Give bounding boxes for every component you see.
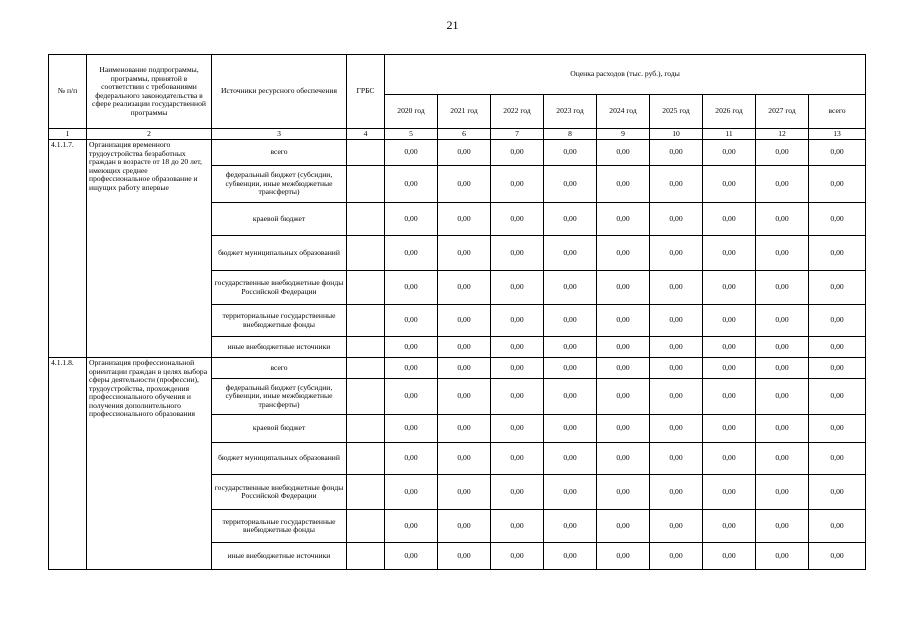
value-cell: 0,00 (438, 443, 491, 475)
table-body (49, 140, 866, 570)
column-number: 13 (809, 129, 866, 140)
value-cell: 0,00 (703, 203, 756, 236)
value-cell: 0,00 (650, 358, 703, 379)
value-cell: 0,00 (385, 305, 438, 337)
funding-source: бюджет муниципальных образований (212, 443, 347, 475)
value-cell: 0,00 (703, 510, 756, 543)
value-cell: 0,00 (703, 337, 756, 358)
column-number: 3 (212, 129, 347, 140)
value-cell: 0,00 (756, 443, 809, 475)
value-cell: 0,00 (385, 271, 438, 305)
column-number: 2 (87, 129, 212, 140)
value-cell: 0,00 (650, 543, 703, 570)
grbs-cell (347, 379, 385, 415)
column-number: 4 (347, 129, 385, 140)
value-cell: 0,00 (650, 337, 703, 358)
value-cell: 0,00 (756, 510, 809, 543)
value-cell: 0,00 (703, 443, 756, 475)
value-cell: 0,00 (756, 203, 809, 236)
grbs-cell (347, 140, 385, 166)
value-cell: 0,00 (385, 140, 438, 166)
value-cell: 0,00 (544, 543, 597, 570)
value-cell: 0,00 (438, 140, 491, 166)
value-cell: 0,00 (809, 379, 866, 415)
header-year: 2024 год (597, 95, 650, 129)
column-number: 7 (491, 129, 544, 140)
value-cell: 0,00 (385, 510, 438, 543)
value-cell: 0,00 (491, 337, 544, 358)
value-cell: 0,00 (438, 271, 491, 305)
value-cell: 0,00 (650, 271, 703, 305)
value-cell: 0,00 (385, 475, 438, 510)
value-cell: 0,00 (491, 305, 544, 337)
value-cell: 0,00 (491, 443, 544, 475)
value-cell: 0,00 (491, 203, 544, 236)
value-cell: 0,00 (544, 140, 597, 166)
value-cell: 0,00 (597, 510, 650, 543)
value-cell: 0,00 (544, 271, 597, 305)
table-row (49, 358, 866, 379)
value-cell: 0,00 (597, 475, 650, 510)
column-number: 10 (650, 129, 703, 140)
value-cell: 0,00 (597, 358, 650, 379)
value-cell: 0,00 (703, 415, 756, 443)
value-cell: 0,00 (703, 358, 756, 379)
value-cell: 0,00 (385, 443, 438, 475)
grbs-cell (347, 358, 385, 379)
value-cell: 0,00 (491, 358, 544, 379)
funding-source: всего (212, 358, 347, 379)
value-cell: 0,00 (491, 236, 544, 271)
header-grbs: ГРБС (347, 55, 385, 129)
funding-source: иные внебюджетные источники (212, 543, 347, 570)
column-number: 8 (544, 129, 597, 140)
value-cell: 0,00 (597, 443, 650, 475)
value-cell: 0,00 (597, 379, 650, 415)
value-cell: 0,00 (703, 140, 756, 166)
header-name: Наименование подпрограммы, программы, принятой в соответствии с требованиями федерального законодательства в сфере реализации государственной программы (87, 55, 212, 129)
column-number: 5 (385, 129, 438, 140)
funding-source: федеральный бюджет (субсидии, субвенции, иные межбюджетные трансферты) (212, 379, 347, 415)
value-cell: 0,00 (809, 543, 866, 570)
value-cell: 0,00 (385, 166, 438, 203)
value-cell: 0,00 (544, 166, 597, 203)
value-cell: 0,00 (703, 475, 756, 510)
value-cell: 0,00 (491, 271, 544, 305)
value-cell: 0,00 (597, 271, 650, 305)
grbs-cell (347, 203, 385, 236)
grbs-cell (347, 305, 385, 337)
value-cell: 0,00 (809, 236, 866, 271)
funding-source: государственные внебюджетные фонды Российской Федерации (212, 271, 347, 305)
value-cell: 0,00 (650, 236, 703, 271)
value-cell: 0,00 (650, 140, 703, 166)
value-cell: 0,00 (756, 379, 809, 415)
value-cell: 0,00 (544, 443, 597, 475)
value-cell: 0,00 (491, 166, 544, 203)
value-cell: 0,00 (544, 510, 597, 543)
value-cell: 0,00 (809, 166, 866, 203)
value-cell: 0,00 (544, 379, 597, 415)
header-year: 2021 год (438, 95, 491, 129)
value-cell: 0,00 (438, 236, 491, 271)
grbs-cell (347, 443, 385, 475)
value-cell: 0,00 (544, 337, 597, 358)
value-cell: 0,00 (491, 475, 544, 510)
value-cell: 0,00 (544, 203, 597, 236)
grbs-cell (347, 337, 385, 358)
value-cell: 0,00 (385, 543, 438, 570)
value-cell: 0,00 (491, 510, 544, 543)
value-cell: 0,00 (597, 543, 650, 570)
value-cell: 0,00 (650, 305, 703, 337)
column-number: 1 (49, 129, 87, 140)
value-cell: 0,00 (650, 166, 703, 203)
value-cell: 0,00 (438, 475, 491, 510)
value-cell: 0,00 (809, 443, 866, 475)
value-cell: 0,00 (597, 166, 650, 203)
section-code: 4.1.1.7. (49, 140, 87, 358)
funding-source: территориальные государственные внебюджетные фонды (212, 305, 347, 337)
value-cell: 0,00 (491, 379, 544, 415)
section-name: Организация временного трудоустройства безработных граждан в возрасте от 18 до 20 лет, имеющих среднее профессиональное образование и ищущих работу впервые (87, 140, 212, 358)
value-cell: 0,00 (650, 379, 703, 415)
value-cell: 0,00 (809, 475, 866, 510)
value-cell: 0,00 (703, 379, 756, 415)
value-cell: 0,00 (809, 337, 866, 358)
value-cell: 0,00 (650, 415, 703, 443)
value-cell: 0,00 (756, 140, 809, 166)
value-cell: 0,00 (809, 140, 866, 166)
value-cell: 0,00 (438, 379, 491, 415)
funding-source: государственные внебюджетные фонды Российской Федерации (212, 475, 347, 510)
value-cell: 0,00 (438, 337, 491, 358)
value-cell: 0,00 (756, 543, 809, 570)
value-cell: 0,00 (650, 475, 703, 510)
table-header (49, 55, 866, 140)
funding-source: иные внебюджетные источники (212, 337, 347, 358)
column-number: 6 (438, 129, 491, 140)
column-number: 11 (703, 129, 756, 140)
header-year: 2022 год (491, 95, 544, 129)
value-cell: 0,00 (385, 415, 438, 443)
value-cell: 0,00 (385, 358, 438, 379)
grbs-cell (347, 271, 385, 305)
grbs-cell (347, 236, 385, 271)
value-cell: 0,00 (385, 236, 438, 271)
value-cell: 0,00 (650, 510, 703, 543)
value-cell: 0,00 (703, 543, 756, 570)
value-cell: 0,00 (385, 379, 438, 415)
grbs-cell (347, 475, 385, 510)
value-cell: 0,00 (650, 203, 703, 236)
value-cell: 0,00 (544, 415, 597, 443)
grbs-cell (347, 510, 385, 543)
value-cell: 0,00 (385, 337, 438, 358)
value-cell: 0,00 (809, 415, 866, 443)
header-year: всего (809, 95, 866, 129)
value-cell: 0,00 (385, 203, 438, 236)
value-cell: 0,00 (597, 140, 650, 166)
value-cell: 0,00 (756, 475, 809, 510)
value-cell: 0,00 (491, 543, 544, 570)
value-cell: 0,00 (544, 475, 597, 510)
value-cell: 0,00 (809, 271, 866, 305)
funding-source: территориальные государственные внебюджетные фонды (212, 510, 347, 543)
value-cell: 0,00 (650, 443, 703, 475)
grbs-cell (347, 415, 385, 443)
value-cell: 0,00 (438, 305, 491, 337)
header-year: 2023 год (544, 95, 597, 129)
value-cell: 0,00 (438, 166, 491, 203)
value-cell: 0,00 (544, 358, 597, 379)
value-cell: 0,00 (756, 166, 809, 203)
grbs-cell (347, 543, 385, 570)
value-cell: 0,00 (438, 510, 491, 543)
column-number: 12 (756, 129, 809, 140)
header-year: 2027 год (756, 95, 809, 129)
value-cell: 0,00 (809, 305, 866, 337)
funding-source: краевой бюджет (212, 415, 347, 443)
value-cell: 0,00 (809, 358, 866, 379)
value-cell: 0,00 (756, 271, 809, 305)
column-numbers-row (49, 129, 866, 140)
value-cell: 0,00 (703, 305, 756, 337)
section-code: 4.1.1.8. (49, 358, 87, 570)
funding-source: краевой бюджет (212, 203, 347, 236)
value-cell: 0,00 (544, 305, 597, 337)
value-cell: 0,00 (756, 305, 809, 337)
column-number: 9 (597, 129, 650, 140)
value-cell: 0,00 (597, 337, 650, 358)
value-cell: 0,00 (809, 510, 866, 543)
header-year: 2020 год (385, 95, 438, 129)
value-cell: 0,00 (756, 337, 809, 358)
value-cell: 0,00 (597, 415, 650, 443)
value-cell: 0,00 (438, 415, 491, 443)
value-cell: 0,00 (597, 203, 650, 236)
table-row (49, 140, 866, 166)
value-cell: 0,00 (544, 236, 597, 271)
value-cell: 0,00 (703, 236, 756, 271)
value-cell: 0,00 (438, 543, 491, 570)
value-cell: 0,00 (756, 358, 809, 379)
budget-table (48, 54, 866, 570)
header-estimate: Оценка расходов (тыс. руб.), годы (385, 55, 866, 95)
value-cell: 0,00 (491, 140, 544, 166)
value-cell: 0,00 (809, 203, 866, 236)
value-cell: 0,00 (597, 305, 650, 337)
section-name: Организация профессиональной ориентации граждан в целях выбора сферы деятельности (профессии), трудоустройства, прохождения профессионального обучения и получения дополнительного профессионального образования (87, 358, 212, 570)
value-cell: 0,00 (703, 166, 756, 203)
value-cell: 0,00 (756, 415, 809, 443)
page-number: 21 (446, 18, 459, 32)
value-cell: 0,00 (756, 236, 809, 271)
grbs-cell (347, 166, 385, 203)
value-cell: 0,00 (438, 358, 491, 379)
funding-source: всего (212, 140, 347, 166)
value-cell: 0,00 (491, 415, 544, 443)
value-cell: 0,00 (597, 236, 650, 271)
funding-source: бюджет муниципальных образований (212, 236, 347, 271)
header-year: 2025 год (650, 95, 703, 129)
value-cell: 0,00 (438, 203, 491, 236)
value-cell: 0,00 (703, 271, 756, 305)
funding-source: федеральный бюджет (субсидии, субвенции, иные межбюджетные трансферты) (212, 166, 347, 203)
header-sources: Источники ресурсного обеспечения (212, 55, 347, 129)
header-year: 2026 год (703, 95, 756, 129)
header-num: № п/п (49, 55, 87, 129)
